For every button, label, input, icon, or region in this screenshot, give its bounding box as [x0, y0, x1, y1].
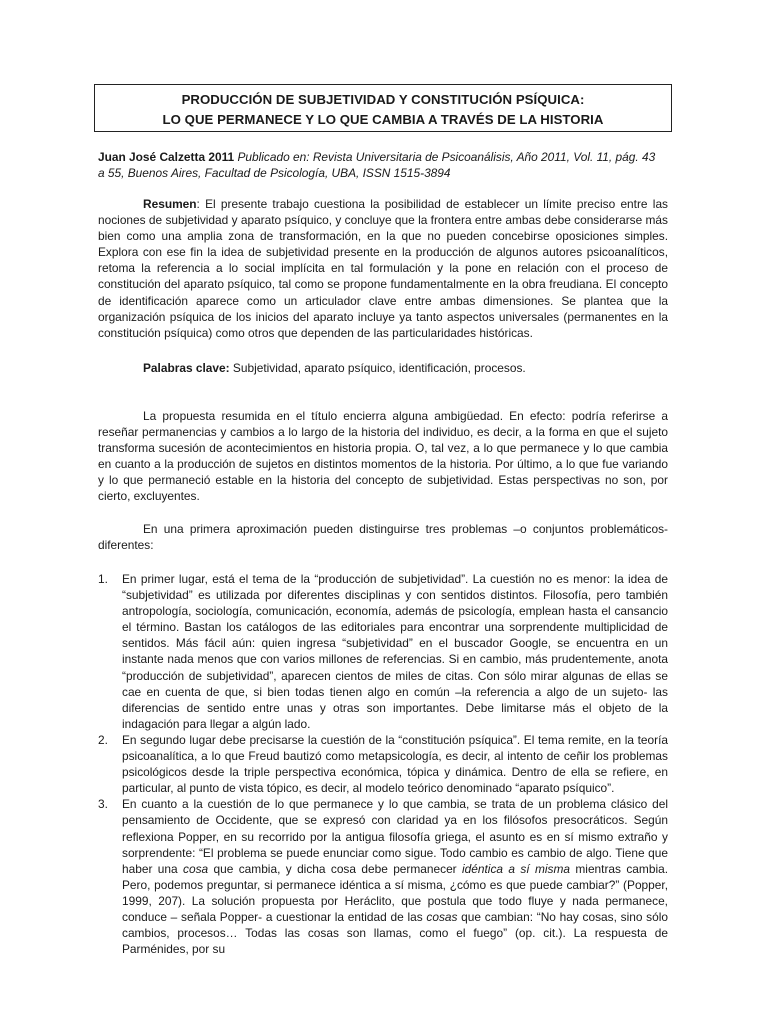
list-text-italic: idéntica a sí misma	[462, 861, 571, 876]
list-text-italic: cosas	[426, 909, 458, 924]
list-item	[98, 796, 668, 957]
paragraph-1: La propuesta resumida en el título encierra alguna ambigüedad. En efecto: podría referirse a reseñar permanencias y cambios a lo largo de la historia del individuo, es decir, a la forma en que el sujeto transforma sucesión de acontecimientos en historia propia. O, tal vez, a lo que permanece y lo que cambia en cuanto a la producción de sujetos en distintos momentos de la historia. Por último, a lo que fue variando y lo que permaneció estable en la historia del concepto de subjetividad. Estas perspectivas no son, por cierto, excluyentes.	[98, 409, 668, 504]
byline	[98, 149, 678, 181]
list-item-text	[122, 797, 668, 956]
list-item-text: En segundo lugar debe precisarse la cuestión de la “constitución psíquica”. El tema remite, en la teoría psicoanalítica, a lo que Freud bautizó como metapsicología, es decir, al intento de ceñir los problemas psicológicos desde la triple perspectiva económica, tópica y dinámica. Dentro de ella se refiere, en particular, al punto de vista tópico, es decir, al modelo teórico denominado “aparato psíquico”.	[122, 732, 668, 796]
list-item-number: 1.	[98, 572, 108, 586]
publication-line-1: Publicado en: Revista Universitaria de Psicoanálisis, Año 2011, Vol. 11, pág. 43	[234, 150, 656, 164]
keywords-text: Subjetividad, aparato psíquico, identificación, procesos.	[229, 361, 526, 375]
keywords	[143, 360, 673, 376]
paragraph-2: En una primera aproximación pueden distinguirse tres problemas –o conjuntos problemáticos- diferentes:	[98, 522, 668, 553]
list-text-part: que cambian: “No hay cosas, sino sólo cambios, procesos… Todas las cosas son llamas, como el fuego” (op. cit.). La respuesta de Parménides, por su	[122, 909, 668, 957]
abstract	[98, 196, 668, 341]
list-item-text: En primer lugar, está el tema de la “producción de subjetividad”. La cuestión no es menor: la idea de “subjetividad” es utilizada por diferentes disciplinas y con sentidos distintos. Filosofía, pero también antropología, sociología, comunicación, economía, además de psicología, emplean hasta el cansancio el término. Bastan los catálogos de las editoriales para encontrar una sorprendente multiplicidad de sentidos. Más fácil aún: quien ingresa “subjetividad” en el buscador Google, se encuentra en un instante nada menos que con varios millones de referencias. Si en cambio, más prudentemente, anota “producción de subjetividad”, aparecen cientos de miles de citas. Con sólo mirar algunas de ellas se cae en cuenta de que, si bien todas tienen algo en común –la referencia a algo de un sujeto- las diferencias de sentido entre unas y otras son importantes. Debe limitarse más el objeto de la indagación para llegar a algún lado.	[122, 572, 668, 731]
list-text-part: mientras cambia. Pero, podemos preguntar, si permanece idéntica a sí misma, ¿cómo es que puede cambiar?” (Popper, 1999, 207). La solución propuesta por Heráclito, que postula que todo fluye y nada permanece, conduce – señala Popper- a cuestionar la entidad de las	[122, 861, 668, 924]
abstract-text: : El presente trabajo cuestiona la posibilidad de establecer un límite preciso entre las nociones de subjetividad y aparato psíquico, y concluye que la frontera entre ambas debe considerarse más bien como una amplia zona de transformación, en la que no pueden concebirse oposiciones simples. Explora con ese fin la idea de subjetividad presente en la producción de algunos autores psicoanalíticos, retoma la referencia a lo social implícita en tal formulación y la pone en relación con el proceso de constitución del aparato psíquico, tal como se propone fundamentalmente en la obra freudiana. El concepto de identificación aparece como un articulador clave entre ambas dimensiones. Se plantea que la organización psíquica de los inicios del aparato incluye ya tanto aspectos universales (permanentes en la constitución psíquica) como otros que dependen de las particularidades históricas.	[98, 197, 668, 340]
publication-line-2: a 55, Buenos Aires, Facultad de Psicología, UBA, ISSN 1515-3894	[98, 166, 451, 180]
title-line-1: PRODUCCIÓN DE SUBJETIVIDAD Y CONSTITUCIÓN PSÍQUICA:	[181, 92, 585, 107]
list-item	[98, 732, 668, 796]
list-item-number: 3.	[98, 797, 108, 812]
keywords-label: Palabras clave:	[143, 361, 230, 375]
title-box	[94, 84, 672, 132]
numbered-list	[98, 571, 668, 957]
title-line-2: LO QUE PERMANECE Y LO QUE CAMBIA A TRAVÉS DE LA HISTORIA	[162, 112, 604, 127]
author: Juan José Calzetta 2011	[98, 150, 235, 164]
list-item-number: 2.	[98, 732, 108, 747]
abstract-label: Resumen	[143, 197, 197, 211]
list-text-italic: cosa	[183, 861, 209, 876]
list-text-part: que cambia, y dicha cosa debe permanecer	[208, 861, 463, 876]
list-text-part: En cuanto a la cuestión de lo que permanece y lo que cambia, se trata de un problema clásico del pensamiento de Occidente, que se expresó con claridad ya en los filósofos presocráticos. Según reflexiona Popper, en su recorrido por la antigua filosofía griega, el asunto es en sí mismo extraño y sorprendente: “El problema se puede enunciar como sigue. Todo cambio es cambio de algo. Tiene que haber una	[122, 797, 668, 876]
list-item	[98, 571, 668, 732]
